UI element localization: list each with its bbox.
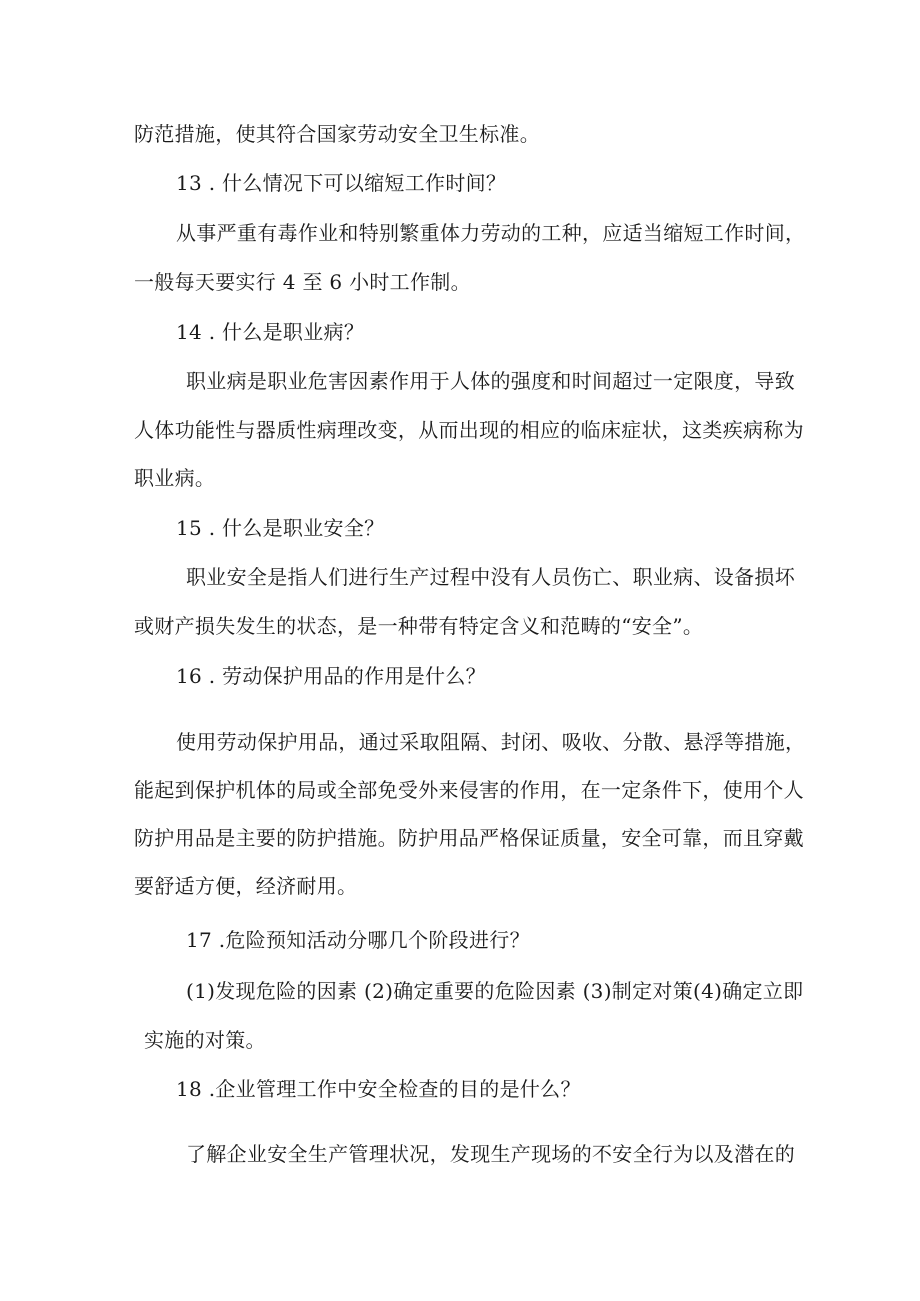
- paragraph-line: 能起到保护机体的局或全部免受外来侵害的作用，在一定条件下，使用个人: [134, 778, 804, 802]
- paragraph-line: 职业安全是指人们进行生产过程中没有人员伤亡、职业病、设备损坏: [186, 565, 795, 589]
- paragraph-line: 一般每天要实行 4 至 6 小时工作制。: [134, 270, 471, 294]
- paragraph-line: 防护用品是主要的防护措施。防护用品严格保证质量，安全可靠，而且穿戴: [134, 826, 804, 850]
- paragraph-line: 人体功能性与器质性病理改变，从而出现的相应的临床症状，这类疾病称为: [134, 418, 804, 442]
- paragraph-line: 了解企业安全生产管理状况，发现生产现场的不安全行为以及潜在的: [186, 1142, 795, 1166]
- question-heading: 16 . 劳动保护用品的作用是什么？: [176, 664, 486, 688]
- question-heading: 18 .企业管理工作中安全检查的目的是什么？: [176, 1077, 581, 1101]
- paragraph-line: (1)发现危险的因素 (2)确定重要的危险因素 (3)制定对策(4)确定立即: [186, 979, 804, 1003]
- paragraph-line: 要舒适方便，经济耐用。: [134, 874, 358, 898]
- paragraph-line: 防范措施，使其符合国家劳动安全卫生标准。: [134, 122, 540, 146]
- question-heading: 14 . 什么是职业病？: [176, 320, 365, 344]
- question-heading: 17 .危险预知活动分哪几个阶段进行？: [186, 928, 530, 952]
- paragraph-line: 实施的对策。: [144, 1028, 266, 1052]
- paragraph-line: 职业病。: [134, 466, 216, 490]
- question-heading: 13 . 什么情况下可以缩短工作时间？: [176, 171, 507, 195]
- paragraph-line: 从事严重有毒作业和特别繁重体力劳动的工种，应适当缩短工作时间，: [176, 221, 806, 245]
- question-heading: 15 . 什么是职业安全？: [176, 516, 385, 540]
- paragraph-line: 或财产损失发生的状态，是一种带有特定含义和范畴的“安全”。: [134, 614, 704, 638]
- paragraph-line: 职业病是职业危害因素作用于人体的强度和时间超过一定限度，导致: [186, 369, 795, 393]
- paragraph-line: 使用劳动保护用品，通过采取阻隔、封闭、吸收、分散、悬浮等措施，: [176, 730, 806, 754]
